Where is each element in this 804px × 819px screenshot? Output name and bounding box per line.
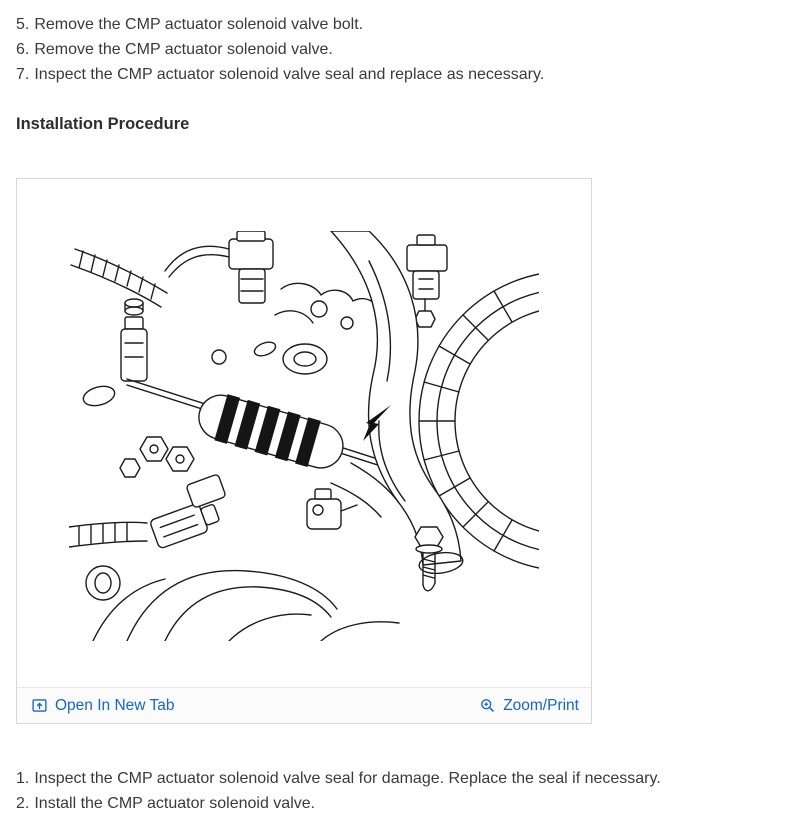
open-in-new-tab-label: Open In New Tab [55, 696, 175, 714]
engine-diagram-image [17, 179, 591, 687]
zoom-print-link[interactable] [479, 697, 579, 715]
step-item [16, 766, 788, 791]
step-text: Inspect the CMP actuator solenoid valve seal for damage. Replace the seal if necessary. [34, 770, 661, 787]
engine-line-art [69, 231, 539, 641]
zoom-print-label: Zoom/Print [503, 696, 579, 714]
zoom-magnifier-plus-icon [479, 697, 496, 714]
step-item [16, 62, 788, 87]
section-heading: Installation Procedure [16, 115, 190, 133]
step-text: Remove the CMP actuator solenoid valve bolt. [34, 16, 364, 33]
step-item [16, 12, 788, 37]
step-number: 6. [16, 41, 30, 58]
diagram-figure [16, 178, 592, 724]
figure-toolbar [17, 687, 591, 723]
step-text: Install the CMP actuator solenoid valve. [34, 795, 316, 812]
step-text: Inspect the CMP actuator solenoid valve seal and replace as necessary. [34, 66, 545, 83]
step-item [16, 791, 788, 816]
removal-steps-list [16, 12, 788, 87]
open-in-new-tab-link[interactable] [31, 697, 174, 715]
step-number: 7. [16, 66, 30, 83]
installation-steps-list [16, 766, 788, 816]
step-number: 1. [16, 770, 30, 787]
step-text: Remove the CMP actuator solenoid valve. [34, 41, 333, 58]
step-number: 5. [16, 16, 30, 33]
step-number: 2. [16, 795, 30, 812]
open-in-new-tab-icon [31, 697, 48, 714]
step-item [16, 37, 788, 62]
